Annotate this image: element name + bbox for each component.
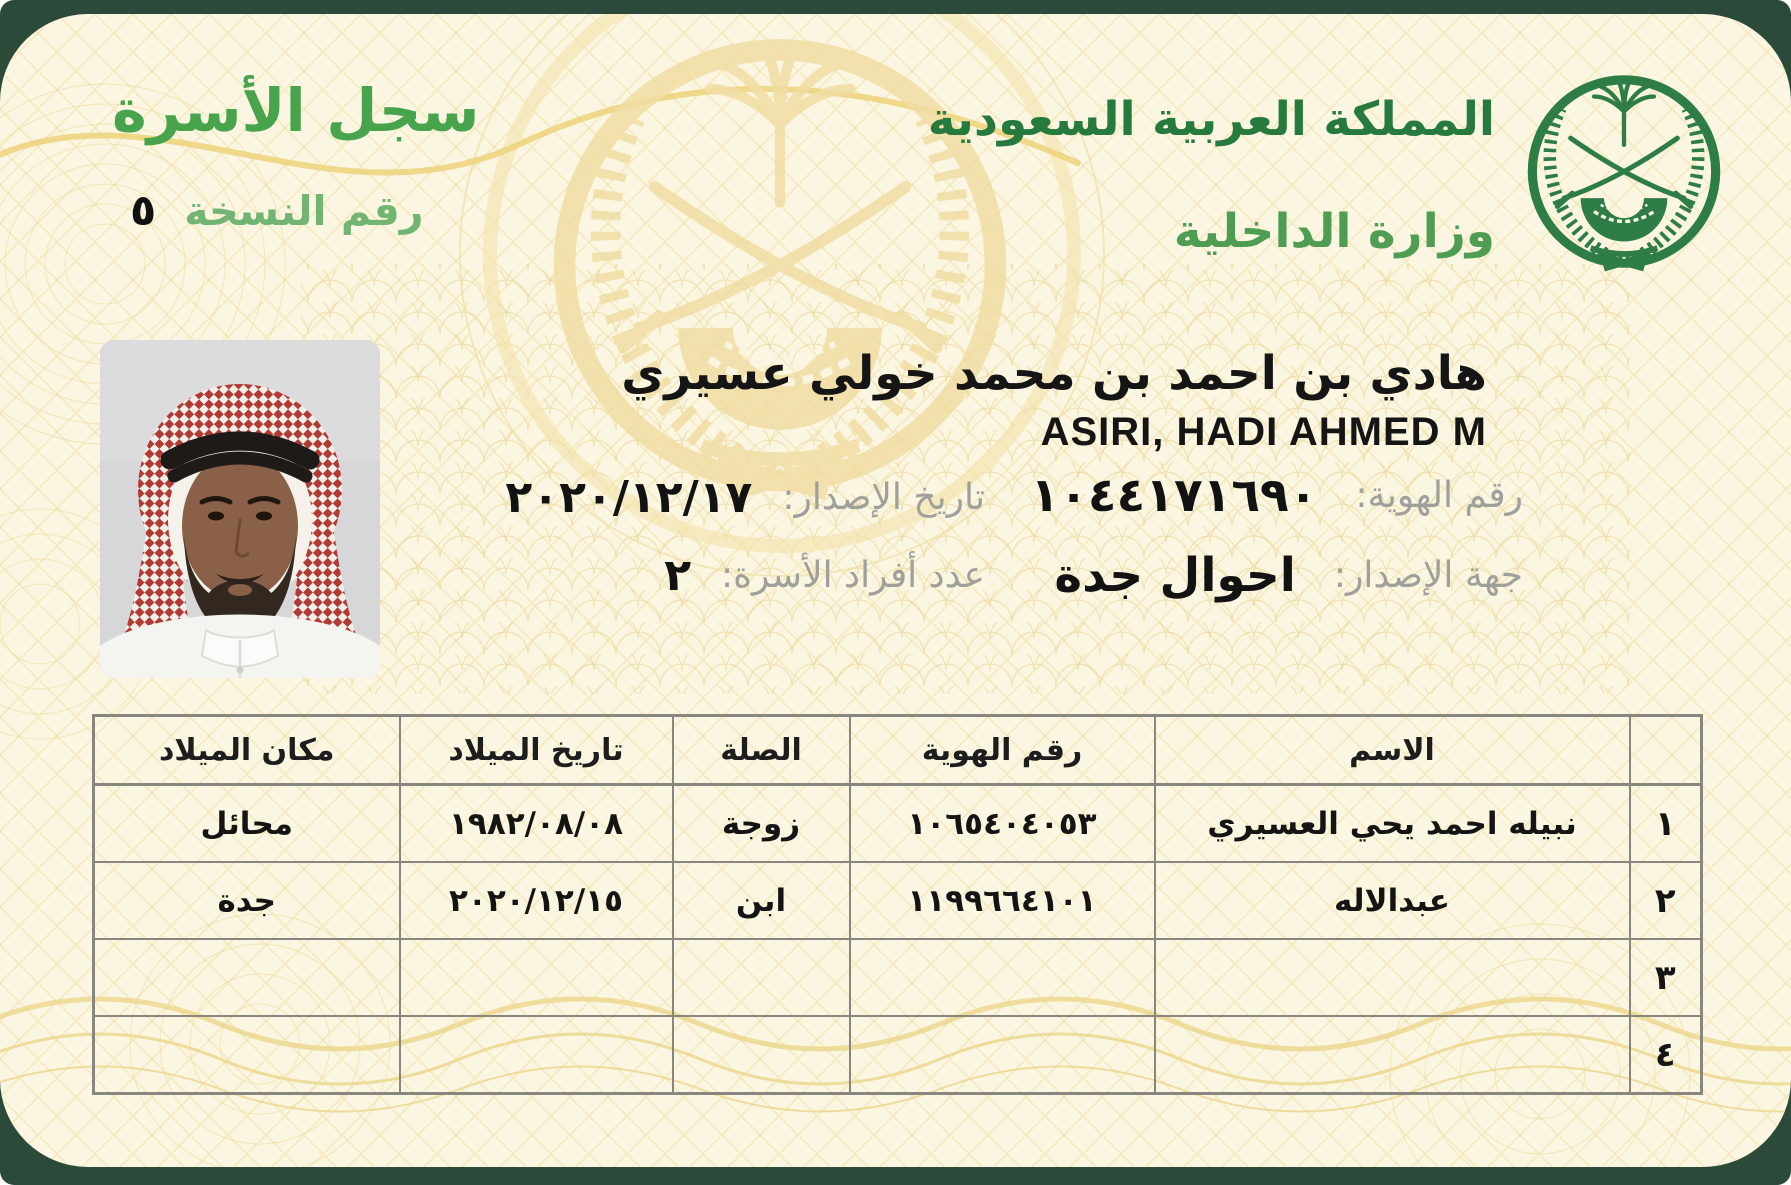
table-header-row (94, 716, 1702, 785)
cell-birth-date: ١٩٨٢/٠٨/٠٨ (400, 785, 673, 863)
cell-relation: زوجة (673, 785, 850, 863)
cell-relation (673, 939, 850, 1016)
family-members-count-label: عدد أفراد الأسرة: (721, 555, 985, 596)
header-relation: الصلة (673, 716, 850, 785)
cell-birth-place (94, 939, 400, 1016)
header-name: الاسم (1155, 716, 1630, 785)
issue-date-label: تاريخ الإصدار: (782, 477, 985, 518)
table-row (94, 785, 1702, 863)
id-number-label: رقم الهوية: (1355, 475, 1523, 516)
copy-number-value: ٥ (130, 186, 157, 236)
holder-name-arabic: هادي بن احمد بن محمد خولي عسيري (621, 346, 1487, 401)
id-number-value: ١٠٤٤١٧١٦٩٠ (1030, 468, 1318, 523)
holder-photo (100, 340, 380, 678)
family-members-table (92, 714, 1703, 1095)
issue-date-value: ٢٠٢٠/١٢/١٧ (505, 472, 753, 523)
cell-row-number: ٣ (1630, 939, 1702, 1016)
ministry-of-interior-emblem-icon (1524, 68, 1724, 285)
cell-id-number: ١٠٦٥٤٠٤٠٥٣ (850, 785, 1155, 863)
family-members-count-field (664, 550, 985, 601)
cell-id-number (850, 939, 1155, 1016)
header-row-number (1630, 716, 1702, 785)
table-row (94, 862, 1702, 939)
issuing-authority-label: جهة الإصدار: (1333, 555, 1523, 596)
document-title: سجل الأسرة (112, 76, 480, 145)
cell-birth-date: ٢٠٢٠/١٢/١٥ (400, 862, 673, 939)
copy-number-label: رقم النسخة (184, 187, 424, 235)
cell-row-number: ٢ (1630, 862, 1702, 939)
cell-name (1155, 1016, 1630, 1094)
cell-relation (673, 1016, 850, 1094)
cell-birth-place (94, 1016, 400, 1094)
table-row (94, 939, 1702, 1016)
ministry-name: وزارة الداخلية (1173, 204, 1495, 259)
cell-birth-place: محائل (94, 785, 400, 863)
cell-birth-place: جدة (94, 862, 400, 939)
cell-birth-date (400, 939, 673, 1016)
cell-relation: ابن (673, 862, 850, 939)
cell-name: نبيله احمد يحي العسيري (1155, 785, 1630, 863)
holder-name-english: ASIRI, HADI AHMED M (1040, 410, 1487, 454)
table-row (94, 1016, 1702, 1094)
copy-number-row (130, 186, 423, 236)
issue-date-field (505, 472, 985, 523)
kingdom-name: المملكة العربية السعودية (927, 92, 1495, 147)
header-birth-place: مكان الميلاد (94, 716, 400, 785)
family-members-count-value: ٢ (664, 550, 692, 601)
header-birth-date: تاريخ الميلاد (400, 716, 673, 785)
cell-birth-date (400, 1016, 673, 1094)
cell-id-number (850, 1016, 1155, 1094)
cell-id-number: ١١٩٩٦٦٤١٠١ (850, 862, 1155, 939)
cell-name (1155, 939, 1630, 1016)
issuing-authority-value: احوال جدة (1054, 548, 1296, 603)
cell-row-number: ١ (1630, 785, 1702, 863)
issuing-authority-field (1054, 548, 1523, 603)
id-number-field (1031, 468, 1523, 523)
header-id-number: رقم الهوية (850, 716, 1155, 785)
cell-name: عبدالاله (1155, 862, 1630, 939)
cell-row-number: ٤ (1630, 1016, 1702, 1094)
